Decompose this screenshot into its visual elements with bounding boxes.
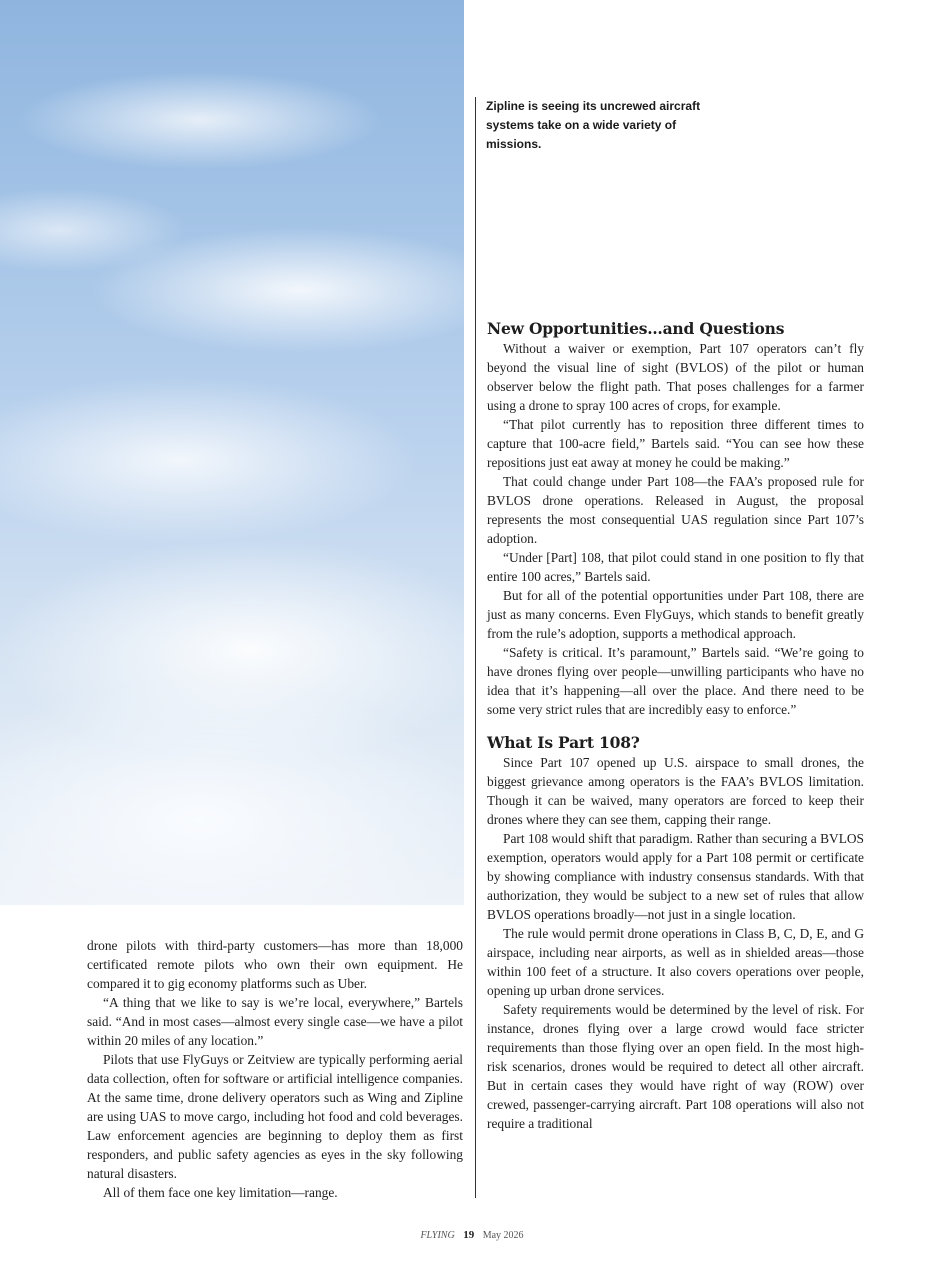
footer-issue-date: May 2026 (482, 1230, 524, 1241)
s1-paragraph-4: “Under [Part] 108, that pilot could stand in one position to fly that entire 100 acres,” Bartels said. (487, 550, 864, 584)
s2-paragraph-4: Safety requirements would be determined by the level of risk. For instance, drones flying over a large crowd would face stricter requirements than those flying over an open field. In the most high-risk scenarios, drones would be required to detect all other aircraft. But in certain cases they would have right of way (ROW) over crewed, passenger-carrying aircraft. Part 108 operations will also not require a traditional (487, 1002, 864, 1131)
s2-paragraph-3: The rule would permit drone operations in Class B, C, D, E, and G airspace, including near airports, as well as in shielded areas—those within 100 feet of a structure. It also covers operations over people, opening up urban drone services. (487, 926, 864, 998)
sky-clouds-photo (0, 0, 464, 905)
left-column (87, 936, 463, 1202)
left-paragraph-4: All of them face one key limitation—range. (103, 1185, 338, 1200)
s1-paragraph-1: Without a waiver or exemption, Part 107 operators can’t fly beyond the visual line of sight (BVLOS) of the pilot or human observer below the flight path. That poses challenges for a farmer using a drone to spray 100 acres of crops, for example. (487, 341, 864, 413)
right-column (487, 319, 864, 1133)
left-paragraph-1: drone pilots with third-party customers—has more than 18,000 certificated remote pilots who own their own equipment. He compared it to gig economy platforms such as Uber. (87, 938, 463, 991)
s2-paragraph-2: Part 108 would shift that paradigm. Rather than securing a BVLOS exemption, operators would apply for a Part 108 permit or certificate by showing compliance with industry consensus standards. With that authorization, they would be subject to a new set of rules that allow BVLOS operations broadly—not just in a single location. (487, 831, 864, 922)
left-paragraph-3: Pilots that use FlyGuys or Zeitview are typically performing aerial data collection, often for software or artificial intelligence companies. At the same time, drone delivery operators such as Wing and Zipline are using UAS to move cargo, including hot food and cold beverages. Law enforcement agencies are beginning to deploy them as first responders, and public safety agencies as eyes in the sky following natural disasters. (87, 1052, 463, 1181)
s1-paragraph-3: That could change under Part 108—the FAA’s proposed rule for BVLOS drone operations. Released in August, the proposal represents the most consequential UAS regulation since Part 107’s adoption. (487, 474, 864, 546)
footer-magazine-name: FLYING (420, 1230, 455, 1241)
s1-paragraph-5: But for all of the potential opportunities under Part 108, there are just as many concerns. Even FlyGuys, which stands to benefit greatly from the rule’s adoption, supports a methodical approach. (487, 588, 864, 641)
page-footer (0, 1229, 944, 1241)
s1-paragraph-6: “Safety is critical. It’s paramount,” Bartels said. “We’re going to have drones flying over people—unwilling participants who have no idea that it’s happening—all over the place. And there need to be some very strict rules that are incredibly easy to enforce.” (487, 645, 864, 717)
footer-page-number: 19 (463, 1229, 475, 1241)
s2-paragraph-1: Since Part 107 opened up U.S. airspace to small drones, the biggest grievance among operators is the FAA’s BVLOS limitation. Though it can be waived, many operators are forced to keep their drones where they can see them, capping their range. (487, 755, 864, 827)
photo-caption: Zipline is seeing its uncrewed aircraft systems take on a wide variety of missions. (486, 99, 701, 151)
s1-paragraph-2: “That pilot currently has to reposition three different times to capture that 100-acre field,” Bartels said. “You can see how these repositions just eat away at money he could be making.” (487, 417, 864, 470)
left-paragraph-2: “A thing that we like to say is we’re local, everywhere,” Bartels said. “And in most cases—almost every single case—we have a pilot within 20 miles of any location.” (87, 995, 463, 1048)
column-rule (475, 97, 476, 1198)
section-heading-new-opportunities: New Opportunities…and Questions (487, 319, 785, 338)
section-heading-what-is-part-108: What Is Part 108? (487, 733, 640, 752)
